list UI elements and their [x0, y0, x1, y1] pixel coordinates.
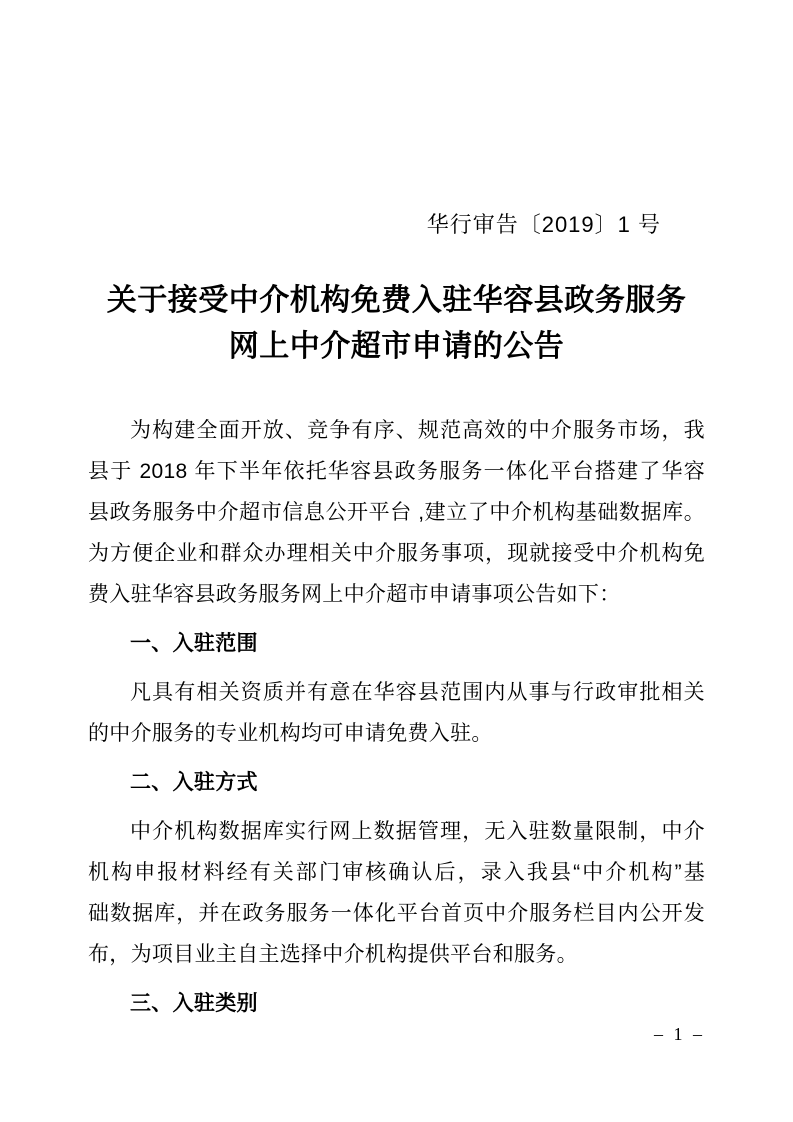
section-2-line-1: 中介机构数据库实行网上数据管理，无入驻数量限制，中介 [130, 820, 705, 843]
doc-number: 华行审告〔2019〕1 号 [426, 212, 661, 237]
intro-paragraph [88, 410, 705, 615]
intro-line-2: 县于 2018 年下半年依托华容县政务服务一体化平台搭建了华容 [88, 460, 705, 483]
section-1-heading: 一、入驻范围 [130, 632, 258, 655]
section-2-line-2: 机构申报材料经有关部门审核确认后，录入我县“中介机构”基 [88, 861, 705, 884]
title-line-2: 网上中介超市申请的公告 [228, 330, 565, 363]
section-3-heading: 三、入驻类别 [130, 992, 258, 1015]
page-number: – 1 – [654, 1024, 705, 1044]
intro-line-1: 为构建全面开放、竞争有序、规范高效的中介服务市场，我 [130, 419, 705, 442]
section-1-line-2: 的中介服务的专业机构均可申请免费入驻。 [88, 722, 493, 745]
document-title [88, 278, 705, 370]
section-2-body [88, 811, 705, 975]
section-1-line-1: 凡具有相关资质并有意在华容县范围内从事与行政审批相关 [130, 681, 705, 704]
intro-line-5: 费入驻华容县政务服务网上中介超市申请事项公告如下： [88, 583, 621, 606]
section-2-heading: 二、入驻方式 [130, 771, 258, 794]
intro-line-3: 县政务服务中介超市信息公开平台 ,建立了中介机构基础数据库。 [88, 501, 705, 524]
intro-line-4: 为方便企业和群众办理相关中介服务事项，现就接受中介机构免 [88, 542, 705, 565]
title-line-1: 关于接受中介机构免费入驻华容县政务服务 [106, 284, 687, 317]
section-2-line-4: 布，为项目业主自主选择中介机构提供平台和服务。 [88, 943, 578, 966]
section-1-body [88, 672, 705, 754]
document-body [88, 410, 705, 1024]
section-2-line-3: 础数据库，并在政务服务一体化平台首页中介服务栏目内公开发 [88, 902, 705, 925]
